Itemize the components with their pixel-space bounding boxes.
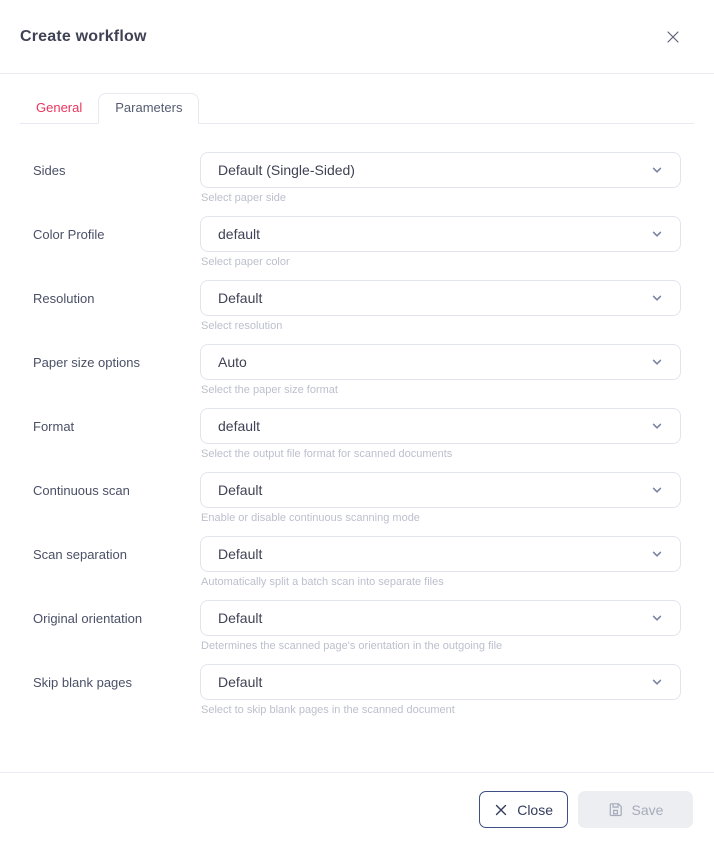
field-helper-text: Determines the scanned page's orientation in the outgoing file xyxy=(201,640,503,652)
form-field-row xyxy=(33,600,681,652)
form-field-row xyxy=(33,152,681,204)
chevron-down-icon xyxy=(651,228,663,240)
save-button-label: Save xyxy=(631,801,664,818)
field-helper-text: Select paper color xyxy=(201,256,290,268)
field-helper-text: Select paper side xyxy=(201,192,286,204)
field-label: Paper size options xyxy=(33,355,140,370)
close-button[interactable] xyxy=(479,791,568,828)
select-value: Default xyxy=(218,482,263,498)
select-dropdown[interactable] xyxy=(200,664,681,700)
chevron-down-icon xyxy=(651,356,663,368)
select-value: Default xyxy=(218,290,263,306)
field-label: Skip blank pages xyxy=(33,675,133,690)
select-value: Default (Single-Sided) xyxy=(218,162,355,178)
field-label: Continuous scan xyxy=(33,483,130,498)
field-helper-text: Enable or disable continuous scanning mode xyxy=(201,512,420,524)
select-dropdown[interactable] xyxy=(200,216,681,252)
select-dropdown[interactable] xyxy=(200,600,681,636)
page-title: Create workflow xyxy=(20,27,147,45)
parameters-form xyxy=(0,124,714,716)
chevron-down-icon xyxy=(651,612,663,624)
select-dropdown[interactable] xyxy=(200,408,681,444)
field-helper-text: Select to skip blank pages in the scanned document xyxy=(201,704,455,716)
close-button-label: Close xyxy=(517,801,553,818)
close-icon[interactable] xyxy=(662,26,684,48)
select-dropdown[interactable] xyxy=(200,152,681,188)
form-field-row xyxy=(33,344,681,396)
modal-header xyxy=(0,0,714,74)
field-label: Format xyxy=(33,419,75,434)
save-button[interactable] xyxy=(578,791,693,828)
form-field-row xyxy=(33,408,681,460)
field-label: Scan separation xyxy=(33,547,127,562)
tab-bar xyxy=(20,74,694,124)
form-field-row xyxy=(33,664,681,716)
form-field-row xyxy=(33,536,681,588)
select-dropdown[interactable] xyxy=(200,536,681,572)
form-field-row xyxy=(33,280,681,332)
select-dropdown[interactable] xyxy=(200,280,681,316)
field-label: Original orientation xyxy=(33,611,143,626)
tab-general[interactable]: General xyxy=(20,93,98,123)
field-label: Color Profile xyxy=(33,227,105,242)
chevron-down-icon xyxy=(651,676,663,688)
form-field-row xyxy=(33,216,681,268)
field-helper-text: Automatically split a batch scan into separate files xyxy=(201,576,444,588)
tab-parameters[interactable]: Parameters xyxy=(98,93,199,124)
floppy-disk-icon xyxy=(608,802,623,817)
field-helper-text: Select the paper size format xyxy=(201,384,338,396)
select-value: default xyxy=(218,418,261,434)
chevron-down-icon xyxy=(651,420,663,432)
chevron-down-icon xyxy=(651,548,663,560)
field-label: Resolution xyxy=(33,291,95,306)
select-dropdown[interactable] xyxy=(200,472,681,508)
field-label: Sides xyxy=(33,163,66,178)
select-value: Default xyxy=(218,674,263,690)
select-value: Default xyxy=(218,546,263,562)
select-value: default xyxy=(218,226,261,242)
select-value: Default xyxy=(218,610,263,626)
select-value: Auto xyxy=(218,354,247,370)
chevron-down-icon xyxy=(651,484,663,496)
field-helper-text: Select resolution xyxy=(201,320,283,332)
chevron-down-icon xyxy=(651,164,663,176)
x-icon xyxy=(494,803,508,817)
chevron-down-icon xyxy=(651,292,663,304)
select-dropdown[interactable] xyxy=(200,344,681,380)
field-helper-text: Select the output file format for scanned documents xyxy=(201,448,453,460)
modal-footer xyxy=(0,772,714,846)
form-field-row xyxy=(33,472,681,524)
